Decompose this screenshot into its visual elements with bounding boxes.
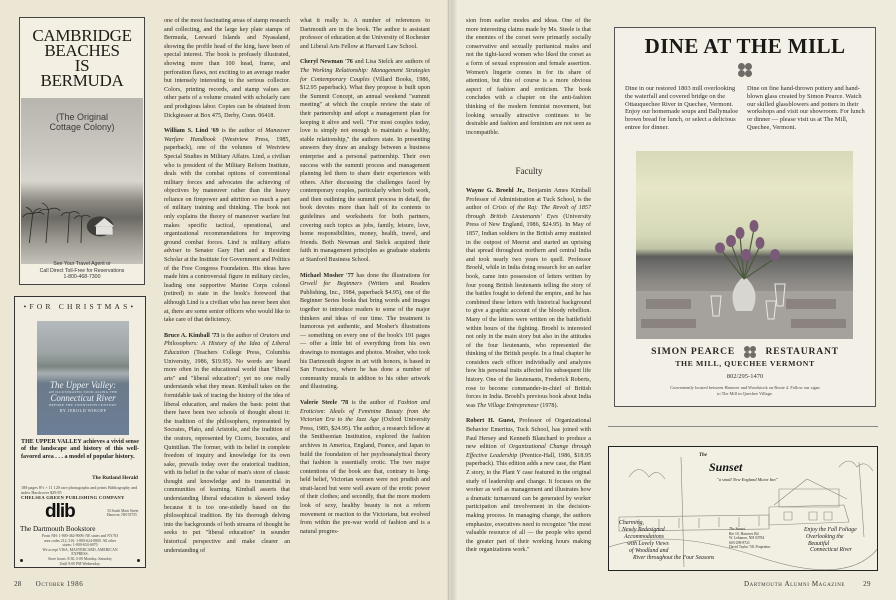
copy-line: Connecticut River [810, 547, 853, 554]
contact-line: W. Lebanon, NH 03784 [729, 536, 765, 541]
clover-icon [615, 63, 875, 82]
article-paragraph [300, 17, 430, 51]
address-line: Hanover, NH 03755 [107, 513, 137, 518]
clover-icon [744, 346, 756, 358]
ad-headline: DINE AT THE MILL [644, 34, 846, 58]
copy-line: River throughout the Four Seasons [633, 555, 715, 561]
book-cover-title [37, 381, 129, 413]
restaurant-table-photo [636, 151, 853, 339]
book-author: BY JEROLD WIKOFF [59, 408, 107, 413]
author-name: Cheryl Newman '76 [300, 59, 353, 66]
article-paragraph [300, 58, 430, 264]
palm-trees-icon [21, 193, 123, 243]
bullet-dot [137, 559, 140, 562]
tulips-vase-icon [636, 151, 853, 339]
author-name: Michael Mosher '77 [300, 272, 354, 279]
book-cover-image [37, 321, 129, 435]
inn-tagline: "a small New England Motor Inn" [717, 477, 778, 482]
headline-line: CAMBRIDGE [32, 26, 132, 45]
ad-sunset-motor-inn [608, 446, 878, 571]
info-line: area codes 212, 516: 1-800-624-8800. All other [43, 538, 117, 543]
review-source: The Rutland Herald [92, 475, 138, 481]
contact-line: The Sunset [729, 527, 746, 531]
paragraph-text: is the author of [348, 399, 398, 406]
page-number: 29 [863, 580, 871, 588]
book-title-line: Connecticut River [50, 393, 116, 403]
paragraph-text: Professor of Organizational Behavior Emeritus, Tuck School, has joined with Paul Hersey and Kenneth Blanchard to produce a new edition of [466, 418, 592, 451]
book-title: The Village Entrepreneur [477, 402, 539, 409]
book-subtitle: BEFORE THE TWENTIETH CENTURY [49, 403, 117, 407]
paragraph-text: (Westview Press, 1985, paperback), one of the volumes of Westview Special Studies in Military Affairs. Lind, a civilian who is president of the Military Reform Institute, deals with the combat options of conventional military forces and advocates the achieving of objectives by maneuver rather than the heavy reliance on firepower and attrition so much a part of military training and thinking. The book not only explains the theory of maneuver warfare but makes specific tactical, operational, and organizational recommendations for improving ground combat forces. Lind is military affairs adviser to Senator Gary Hart and a Resident Scholar at the Institute for Government and Politics of the Free Congress Foundation. His ideas have made him a controversial figure in military circles, leading one supportive Marine Corps colonel (retired) to state in the book's foreword that although Lind is a civilian who has never been shot at, there are some senior officers who would like to take care of that deficiency. [164, 136, 291, 324]
directions-line: Conveniently located between Hanover and Woodstock on Route 4. Follow our signs [670, 385, 820, 390]
article-paragraph [466, 17, 591, 137]
article-paragraph [164, 17, 290, 120]
inn-copy-left [619, 520, 714, 562]
author-name: William S. Lind '69 [164, 128, 219, 135]
info-line: Until 9:00 PM Wednesday. [59, 561, 101, 566]
copy-line: Enjoy the Fall Foliage [804, 527, 857, 533]
paragraph-text: and Lisa Stelck are authors of [352, 59, 430, 66]
ad-dartmouth-bookstore [14, 296, 146, 568]
page-folio-left [14, 580, 83, 588]
article-column-2 [300, 17, 430, 543]
bookstore-name: The Dartmouth Bookstore [20, 525, 96, 533]
ad-title: •FOR CHRISTMAS• [23, 302, 137, 311]
paragraph-text: is the author of [218, 128, 266, 135]
info-line: Store hours: 8:30–5:00 Monday–Saturday [48, 556, 112, 561]
article-paragraph [300, 399, 430, 537]
phone-number: 1-800-468-7300 [63, 273, 101, 280]
paragraph-text: (Oxford University Press, 1985, $24.95). The author, a research fellow at the Smithsonian Institution, explored the fashion archives in America, England, France, and Japan to build the foundation of her psychoanalytical theory that fashion is essentially erotic. The two major contentions of the book are that, contrary to long-held belief, Victorian women were not prudish and strait-laced but were well aware of the erotic power of their clothes; and secondly, that the more modern look of sexy, healthy beauty is not a reform movement or reaction to the Victorians, but evolved from within the pre-war world of fashion and is a natural progres- [300, 417, 430, 535]
contact-line: Rte 10, Hanover Rd [729, 531, 759, 536]
book-title: Crisis of the Raj: The Revolt of 1857 through British Lieutenants' Eyes [466, 205, 591, 220]
footer-line: See Your Travel Agent or [53, 261, 111, 268]
book-title: Maneuver Warfare Handbook [164, 128, 290, 143]
book-subtitle: AN ILLUSTRATED TOUR ALONG THE [48, 390, 118, 394]
copy-line: Accommodations [624, 534, 664, 540]
inn-copy-right [804, 527, 857, 554]
book-title: Orwell for Beginners [300, 281, 362, 288]
article-column-4 [466, 187, 591, 562]
inn-name: Sunset [709, 460, 743, 474]
copy-line: of Woodland and [629, 548, 669, 554]
ad-body [625, 85, 865, 132]
contact-line: 603-298-8721 [729, 540, 750, 545]
paragraph-text: one of the most fascinating areas of stamp research and collecting, and the large key plate stamps of Bermuda, Leeward Islands and Nyasaland, showing the profile head of the king, have been of special interest. The book is profusely illustrated, showing more than 100 head, frame, and perforation flaws, not exciting to an average reader but intensely interesting to the serious collector. Colors, printing records, and stamp values are other parts of a volume created with scholarly care and prodigious labor. Copies can be obtained from Dickgiesser at Box 475, Derby, Conn. 06418. [164, 18, 290, 119]
paragraph-text: (Prentice-Hall, 1986, $18.95 paperback). This edition adds a new case, the Plant Z story, to the Plant Y case featured in the original study of leadership and change. It focuses on the worker as well as management and illustrates how a dramatic turnaround can be generated by worker participation and involvement in the decision-making process. In managing change, the authors emphasize, executives need to recognize "the most valuable resource of all — the people who spend the greater part of their working hours making their organizations work." [466, 452, 592, 554]
inn-contact [729, 527, 771, 550]
paragraph-text: (Villard Books, 1986, $12.95 paperback). What they propose is built upon the Summit Concept, an annual weekend "summit meeting" at which the couple review the state of their partnership and adopt a management plan for keeping it alive and well. "For most couples today, love is simply not enough to maintain a healthy, stable relationship," the authors state. In presenting answers they draw an analogy between a business enterprise and a personal partnership. Their own success with the summit process and management planning led them to share their experiences with others. After discussing the challenges faced by contemporary couples, particularly when both work, and then outlining the summit process in detail, the book devotes more than half of its contents to guidelines and worksheets for both partners, covering such topics as jobs, family, leisure, love, home responsibilities, money, health, travel, and friends. Both Newman and Stelck acquired their faith in management principles as graduate students at Stanford Business School. [300, 76, 430, 264]
ad-body-left: Dine in our restored 1803 mill overlooking the waterfall and covered bridge on the Ottauquechee River in Quechee, Vermont. Enjoy our homemade soups and Ballymaloe brown bread for lunch, or select a delicious entree for dinner. [625, 85, 739, 131]
author-name: Wayne G. Broehl Jr., [466, 188, 525, 194]
headline-line: BEACHES [44, 41, 120, 60]
bookstore-logo: dlib [45, 501, 75, 522]
author-name: Robert H. Guest, [466, 418, 516, 425]
restaurant-name-left: SIMON PEARCE [651, 346, 736, 358]
book-specs: 188 pages 8½ × 11 120 rare photographs and prints Bibliography and index Hardcover $29.95 [21, 485, 138, 495]
publisher-name: CHELSEA GREEN PUBLISHING COMPANY [21, 495, 125, 500]
book-title: Orators and Philosophers: A History of the Idea of Liberal Education [164, 332, 290, 356]
ad-subhead [21, 98, 143, 132]
paragraph-text: what it really is. A number of references to Dartmouth are in the book. The author is assistant professor of education at the University of Rochester and Liberal Arts Fellow at Harvard Law School. [300, 18, 430, 50]
ad-headline [20, 18, 144, 88]
paragraph-text: Benjamin Ames Kimball Professor of Administration at Tuck School, is the author of [466, 188, 591, 212]
divider-rule [608, 426, 878, 427]
copy-line: Charming, [619, 520, 644, 526]
ad-cambridge-beaches [19, 17, 145, 285]
directions-line: to The Mill in Quechee Village. [717, 390, 773, 396]
article-paragraph [164, 127, 290, 325]
info-line: states: 1-800-654-6070 [62, 543, 98, 548]
paragraph-text: (University Press of New England, 1986, $24.95). In May of 1857, Indian soldiers in the British army mutinied in the outpost of Meerut and started an uprising that spread throughout northern and central India and took nearly two years to quell. Professor Broehl, while in India doing research for an earlier book, came into possession of letters written by four young British lieutenants telling the story of the battles fought to defend the empire, and he has combined these letters with historical background to give a graphic account of the bloody rebellion. Many of the letters were written on the battlefield within hours of the fighting. Broehl is interested not only in the main story but also in the attitudes of the four lieutenants, who represented the thinking of the British people. In a final chapter he considers each officer individually and analyzes how his personal traits affected his subsequent life history. One of the lieutenants, Frederick Roberts, rose to become commander-in-chief of British forces in India. Broehl's previous book about India was [466, 213, 591, 409]
footer-line: Call Direct Toll-Free for Reservations [39, 267, 125, 274]
address-line: 33 South Main Street [107, 509, 139, 513]
article-column-1 [164, 17, 290, 562]
subhead-line: (The Original [55, 112, 109, 122]
book-title-line: The Upper Valley: [50, 380, 116, 390]
subhead-line: Cottage Colony) [49, 122, 115, 132]
book-title: Fashion and Eroticism: Ideals of Feminine Beauty from the Victorian Era to the Jazz Age [300, 399, 430, 424]
beach-photo [21, 98, 143, 264]
article-paragraph [300, 272, 430, 392]
author-name: Valerie Steele '78 [300, 399, 349, 406]
restaurant-name-right: RESTAURANT [765, 346, 839, 358]
info-line: EXPRESS. [71, 552, 89, 557]
ad-footer [20, 261, 144, 280]
paragraph-text: (Writers and Readers Publishing, Inc., 1984, paperback $4.95), one of the Beginner Series books that bring words and images together to introduce readers to some of the major thinkers and ideas of our time. The treatment is humorous yet authentic, and Mosher's illustrations — something on every one of the book's 191 pages — offer a little bit of everything from his own drawings to montages and photos. Mosher, who took his Dartmouth degree in art with honors, is based in San Francisco, where he has done a number of community murals in additon to his other artwork and illustrating. [300, 281, 430, 391]
paragraph-text: (Teachers College Press, Columbia University, 1986, $19.95). No words are heard more often in the educational world than "liberal arts" and "liberal education"; yet no one really understands what they mean. Kimball takes on the formidable task of tracing the history of the idea of liberal education, and makes the basic point that there have been two schools of thought about it: the tradition of the philosophers, represented by Socrates, Plato, and Aristotle, and the tradition of the orators, represented by Cicero, Isocrates, and Quintilian. The former, with its belief in complete freedom of inquiry and knowledge for its own sake, prevails today over the oratorical tradition, with its belief in the value of man's store of classic thought and knowledge and its transmittal in communities of learning. Kimball asserts that understanding liberal education is skewed today because it is too one-sidedly based on the philosophical tradition. By his thorough delving into the backgrounds of both streams of thought he seeks to put "liberal education" in sounder historical perspective and make clearer an understanding of [164, 349, 290, 554]
copy-line: with Lovely Views [627, 541, 669, 547]
issue-date: October 1986 [35, 580, 84, 588]
article-paragraph [466, 187, 591, 410]
bookstore-address [107, 509, 138, 518]
book-title: Organizational Change through Effective Leadership [466, 444, 591, 459]
copy-line: Newly Redesigned [622, 527, 665, 533]
restaurant-directions [615, 385, 875, 396]
restaurant-location: THE MILL, QUECHEE VERMONT [675, 359, 815, 368]
paragraph-text: sion from earlier modes and ideas. One of the more interesting claims made by Ms. Steele is that the enemies of the corset were primarily socially conservative and sexually puritanical males and not the tight-laced women who liked the corset as a form of sexual expression and female assertion. Women's lingerie comes in for its share of attention, but this of course is a more obvious aspect of fashion and eroticism. The book concludes with a chapter on the anti-fashion thinking of the modern feminist movement, but looking sexually attractive continues to be desirable and fashion and feminism are not seen as incompatible. [466, 18, 591, 136]
copy-line: Beautiful [808, 540, 830, 547]
page-number: 28 [14, 580, 22, 588]
author-name: Bruce A. Kimball '73 [164, 332, 220, 339]
page-folio-right [744, 580, 871, 588]
headline-line: BERMUDA [40, 71, 124, 90]
info-line: We accept VISA, MASTERCARD, AMERICAN [42, 547, 118, 552]
paragraph-text: (1978). [538, 402, 559, 409]
info-line: From NH: 1-800-462-9009; NE states and NY/NJ [42, 534, 118, 538]
restaurant-name [615, 346, 875, 358]
review-quote: THE UPPER VALLEY achieves a vivid sense of the landscape and history of this well-favored area . . . a model of popular history. [21, 439, 139, 460]
magazine-name: Dartmouth Alumni Magazine [744, 580, 846, 588]
paragraph-text: is the author of [219, 332, 260, 339]
headline-line: IS [74, 56, 90, 75]
ordering-info [21, 534, 139, 566]
section-heading-faculty: Faculty [515, 166, 543, 176]
copy-line: Overlooking the [806, 533, 844, 540]
article-column-3 [466, 17, 591, 144]
bullet-dot [20, 559, 23, 562]
ad-simon-pearce [614, 27, 876, 407]
paragraph-text: has done the illustrations for [353, 272, 430, 279]
contact-line: David Taylor '58, Proprietor [729, 545, 771, 550]
restaurant-phone: 802/295-1470 [726, 373, 764, 380]
book-title: The Working Relationship: Management Strategies for Contemporary Couples [300, 67, 430, 83]
ad-body-right: Dine on fine hand-thrown pottery and hand-blown glass created by Simon Pearce. Watch our skilled glassblowers and potters in their workshops and visit our showroom. For lunch or dinner — please visit us at The Mill, Quechee, Vermont. [747, 85, 865, 131]
article-paragraph [466, 417, 591, 555]
inn-name-prefix: The [699, 453, 708, 458]
article-paragraph [164, 332, 290, 555]
